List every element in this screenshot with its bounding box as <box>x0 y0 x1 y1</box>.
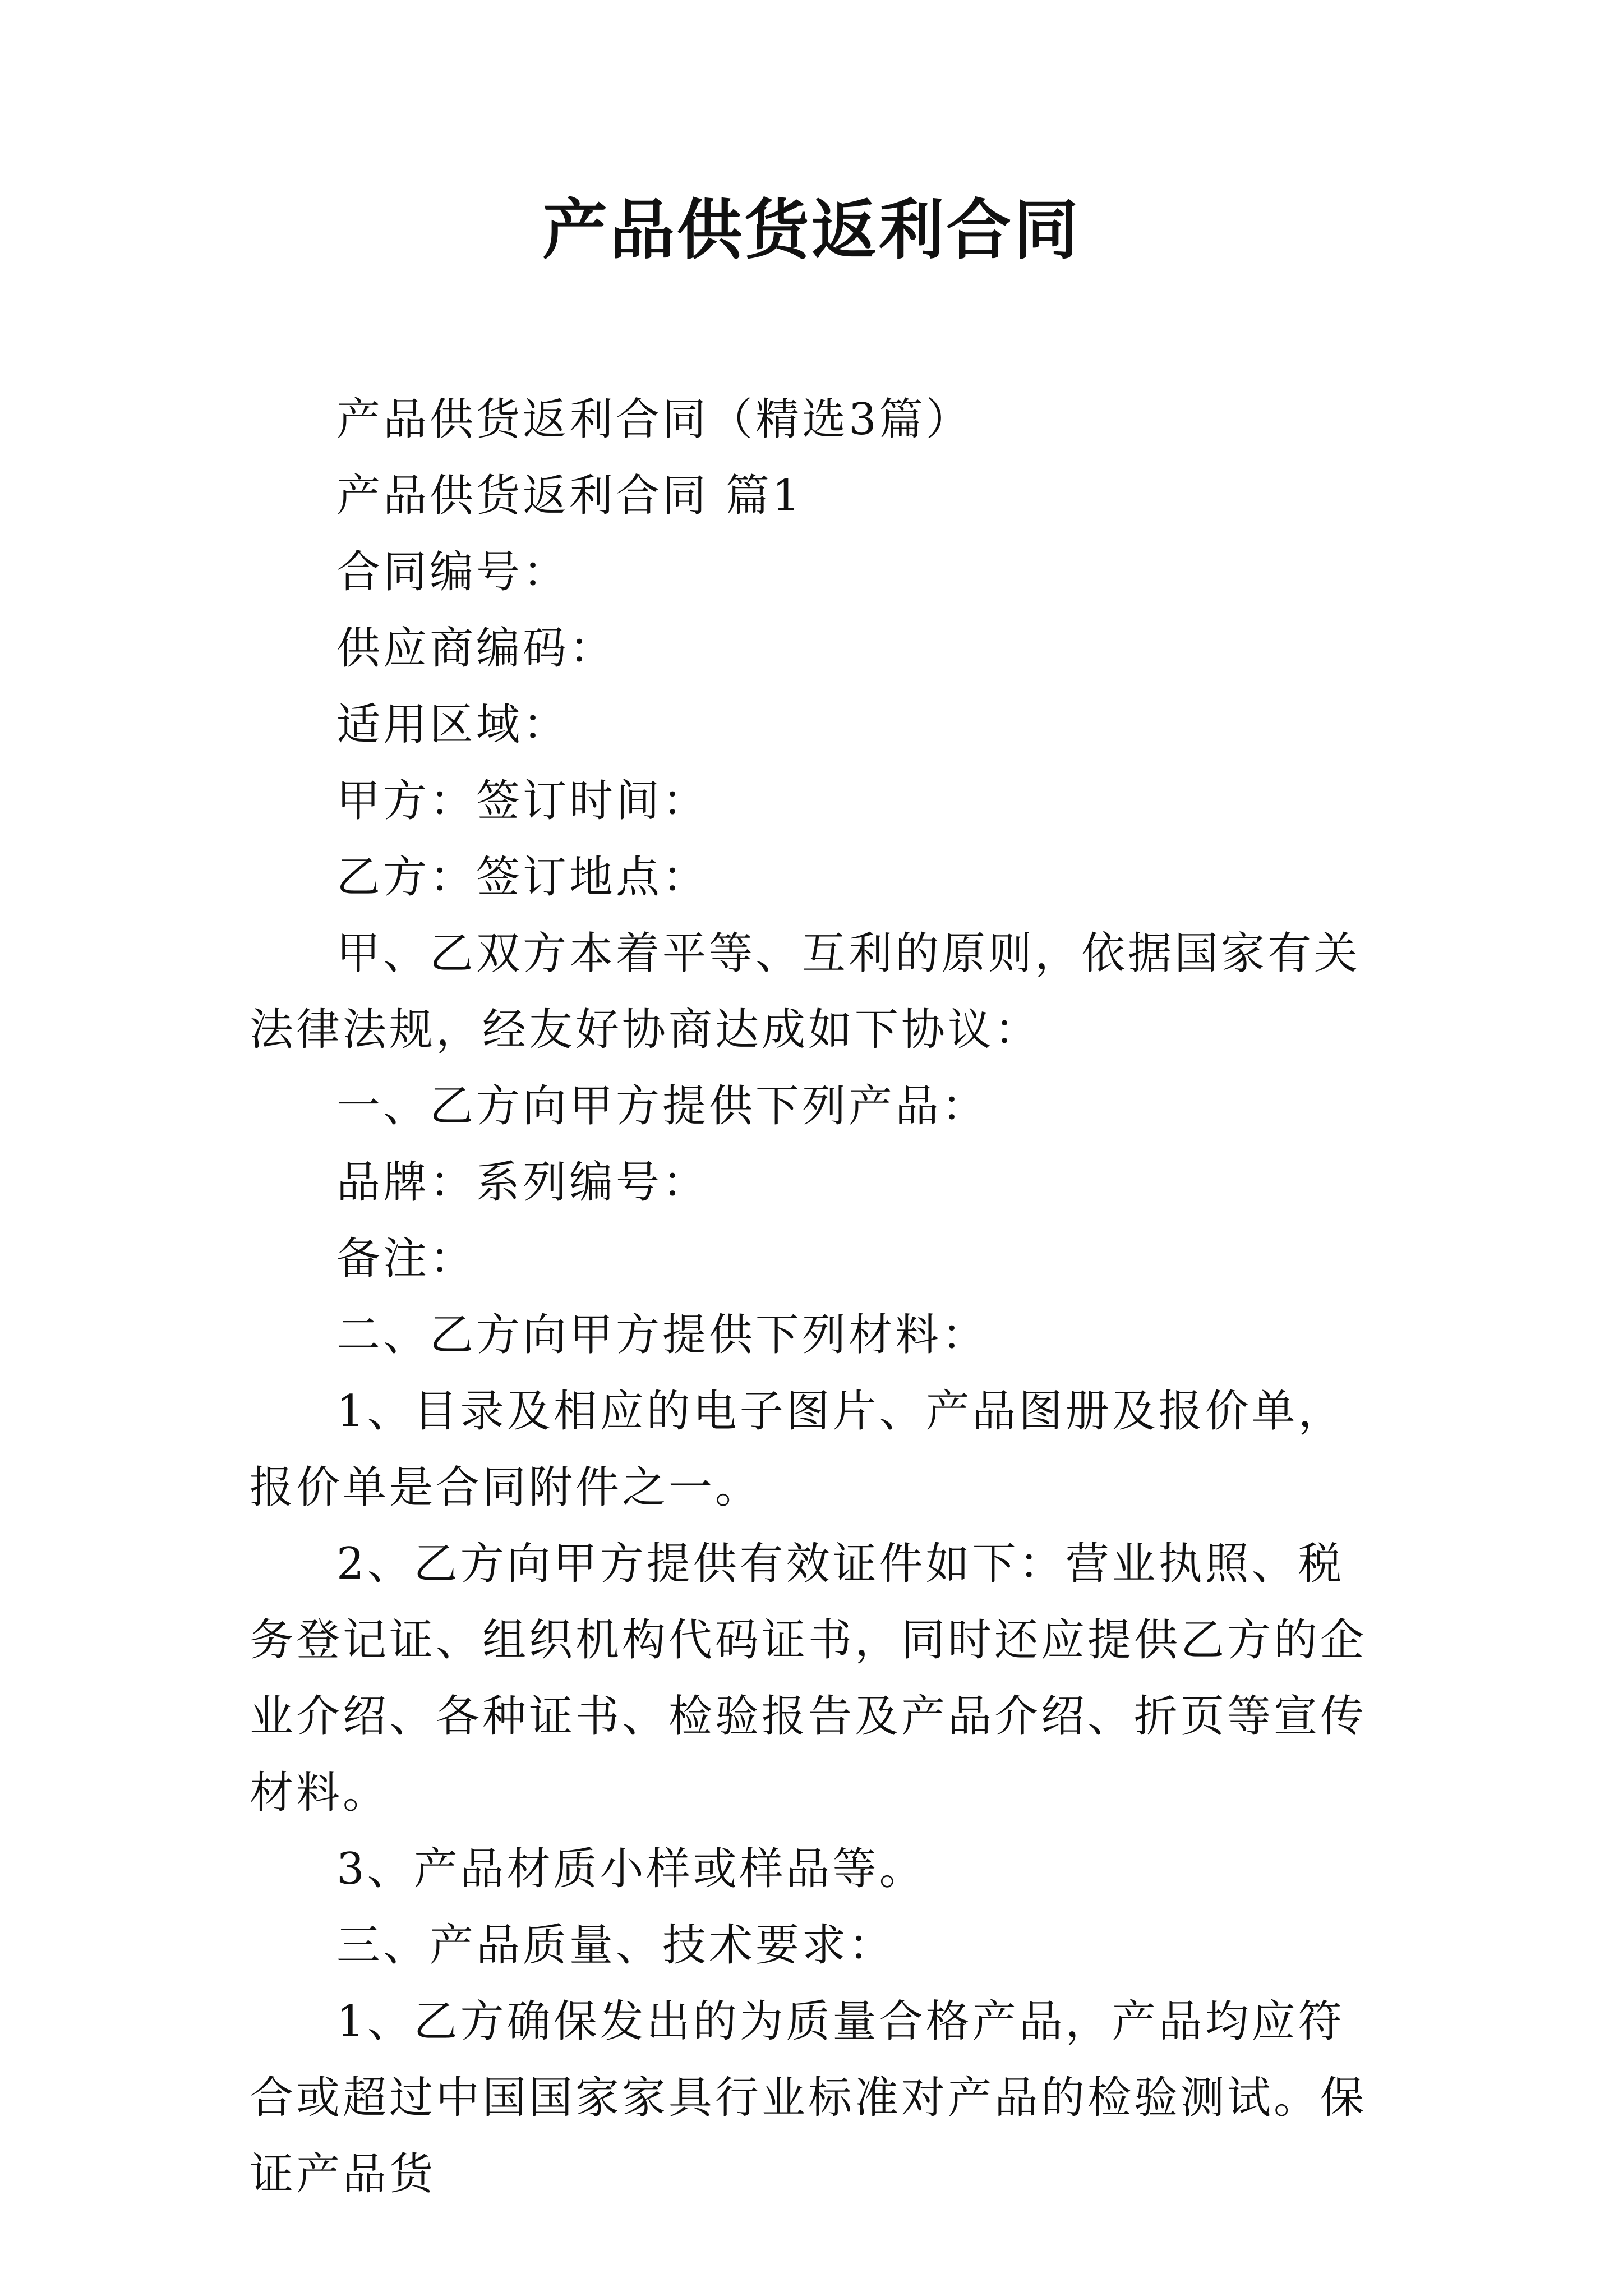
paragraph: 1、乙方确保发出的为质量合格产品，产品均应符合或超过中国国家家具行业标准对产品的检验测试。保证产品货 <box>250 1996 1367 2200</box>
paragraph: 二、乙方向甲方提供下列材料： <box>336 1310 989 1360</box>
paragraph: 3、产品材质小样或样品等。 <box>336 1844 926 1894</box>
paragraph: 适用区域： <box>336 700 570 750</box>
paragraph: 乙方：签订地点： <box>336 852 709 903</box>
paragraph: 品牌：系列编号： <box>336 1157 709 1208</box>
paragraph: 一、乙方向甲方提供下列产品： <box>336 1081 989 1131</box>
paragraph: 甲、乙双方本着平等、互利的原则，依据国家有关法律法规，经友好协商达成如下协议： <box>250 928 1361 1055</box>
paragraph: 备注： <box>336 1234 477 1284</box>
paragraph: 供应商编码： <box>336 623 616 674</box>
paragraph: 合同编号： <box>336 547 570 597</box>
document-title: 产品供货返利合同 <box>542 192 1081 268</box>
paragraph: 产品供货返利合同 篇1 <box>336 471 803 521</box>
paragraph: 甲方：签订时间： <box>336 776 709 826</box>
paragraph: 三、产品质量、技术要求： <box>336 1920 896 1971</box>
paragraph: 产品供货返利合同（精选3篇） <box>336 394 972 445</box>
paragraph: 1、目录及相应的电子图片、产品图册及报价单，报价单是合同附件之一。 <box>250 1386 1345 1513</box>
paragraph: 2、乙方向甲方提供有效证件如下：营业执照、税务登记证、组织机构代码证书，同时还应提供乙方的企业介绍、各种证书、检验报告及产品介绍、折页等宣传材料。 <box>250 1539 1367 1818</box>
document-body <box>250 381 1388 2212</box>
